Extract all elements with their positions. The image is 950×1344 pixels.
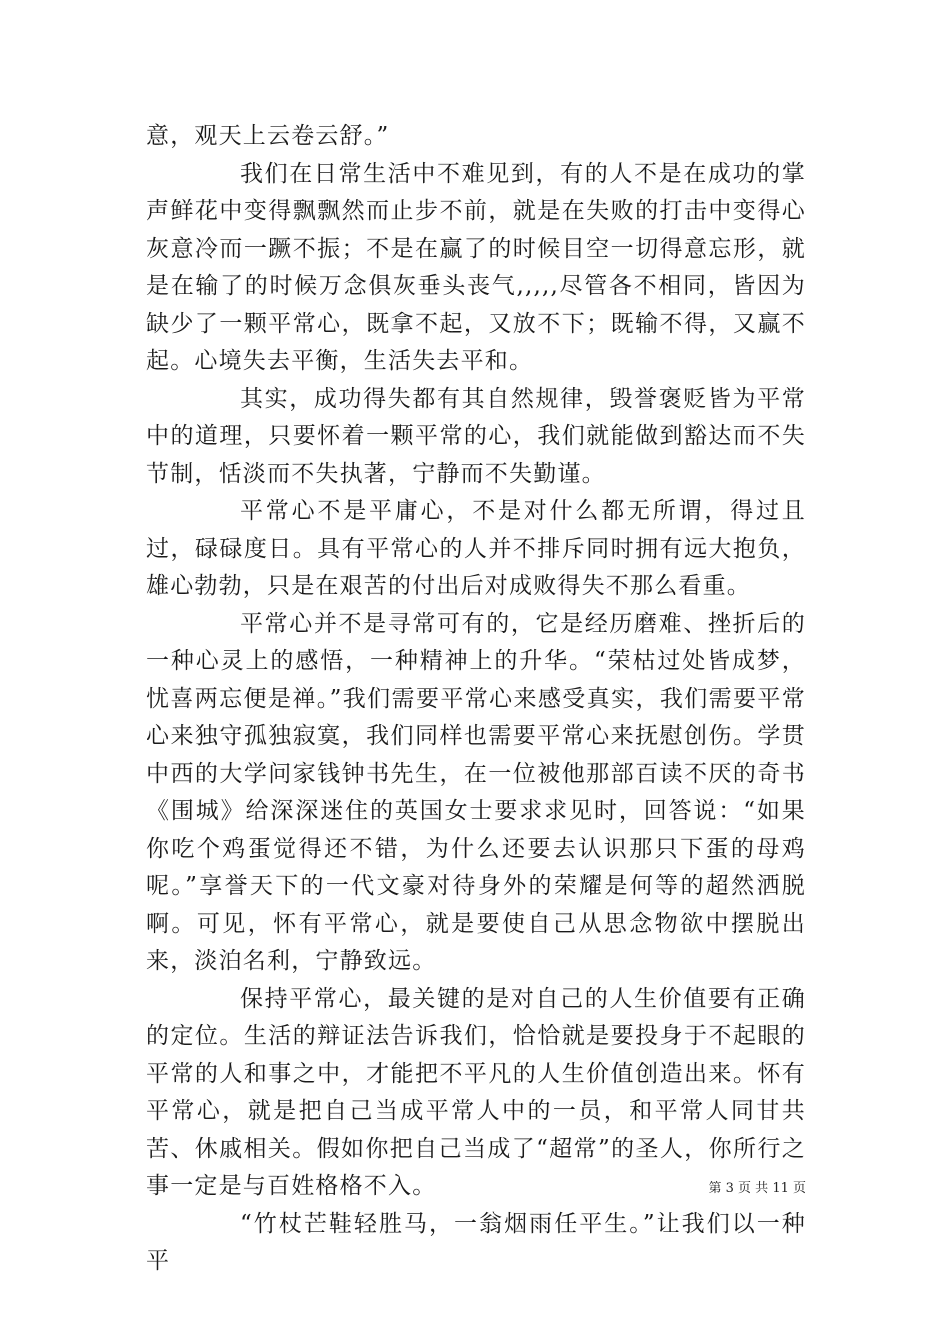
paragraph-7: “竹杖芒鞋轻胜马，一翁烟雨任平生。”让我们以一种平	[146, 1210, 806, 1274]
document-body	[146, 118, 806, 1281]
paragraph-6: 保持平常心，最关键的是对自己的人生价值要有正确的定位。生活的辩证法告诉我们，恰恰就是要投身于不起眼的平常的人和事之中，才能把不平凡的人生价值创造出来。怀有平常心，就是把自己当成平常人中的一员，和平常人同甘共苦、休戚相关。假如你把自己当成了“超常”的圣人，你所行之事一定是与百姓格格不入。	[146, 985, 806, 1199]
paragraph-3: 其实，成功得失都有其自然规律，毁誉褒贬皆为平常中的道理，只要怀着一颗平常的心，我们就能做到豁达而不失节制，恬淡而不失执著，宁静而不失勤谨。	[146, 385, 806, 487]
paragraph-1: 意，观天上云卷云舒。”	[146, 123, 390, 149]
paragraph-5: 平常心并不是寻常可有的，它是经历磨难、挫折后的一种心灵上的感悟，一种精神上的升华。“荣枯过处皆成梦，忧喜两忘便是禅。”我们需要平常心来感受真实，我们需要平常心来独守孤独寂寞，我们同样也需要平常心来抚慰创伤。学贯中西的大学问家钱钟书先生，在一位被他那部百读不厌的奇书《围城》给深深迷住的英国女士要求求见时，回答说：“如果你吃个鸡蛋觉得还不错，为什么还要去认识那只下蛋的母鸡呢。”享誉天下的一代文豪对待身外的荣耀是何等的超然洒脱啊。可见，怀有平常心，就是要使自己从思念物欲中摆脱出来，淡泊名利，宁静致远。	[146, 610, 806, 974]
paragraph-4: 平常心不是平庸心，不是对什么都无所谓，得过且过，碌碌度日。具有平常心的人并不排斥同时拥有远大抱负，雄心勃勃，只是在艰苦的付出后对成败得失不那么看重。	[146, 498, 806, 599]
page-number-footer: 第 3 页 共 11 页	[708, 1181, 806, 1196]
paragraph-2: 我们在日常生活中不难见到，有的人不是在成功的掌声鲜花中变得飘飘然而止步不前，就是在失败的打击中变得心灰意冷而一蹶不振；不是在赢了的时候目空一切得意忘形，就是在输了的时候万念俱灰垂头丧气,,,,,尽管各不相同，皆因为缺少了一颗平常心，既拿不起，又放不下；既输不得，又赢不起。心境失去平衡，生活失去平和。	[146, 160, 806, 374]
